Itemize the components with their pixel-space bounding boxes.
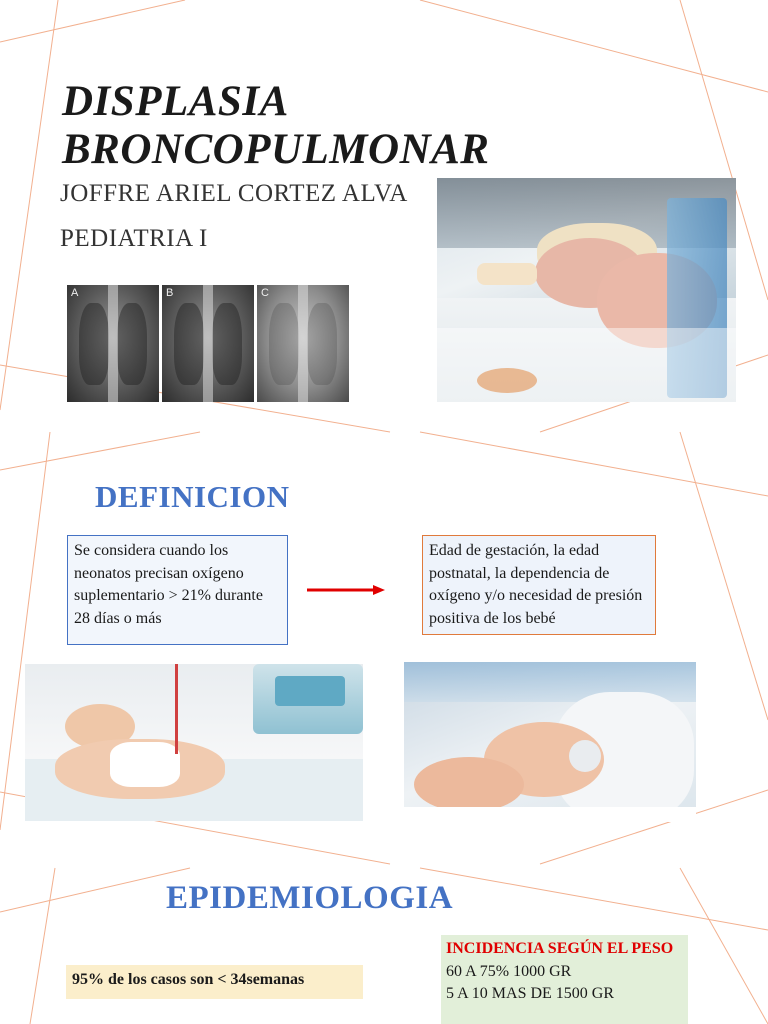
incidence-line-1: 60 A 75% 1000 GR xyxy=(446,962,572,980)
nicu-photo-right xyxy=(404,662,696,822)
xray-label-b: B xyxy=(166,287,174,299)
incidence-box xyxy=(441,935,688,1024)
xray-c xyxy=(257,285,349,402)
xray-label-a: A xyxy=(71,287,79,299)
incidence-line-2: 5 A 10 MAS DE 1500 GR xyxy=(446,985,615,1002)
incidence-title: INCIDENCIA SEGÚN EL PESO xyxy=(446,940,674,957)
title-line-1: DISPLASIA xyxy=(62,78,289,125)
course-name: PEDIATRIA I xyxy=(60,225,208,252)
presentation-title xyxy=(62,78,490,174)
title-line-2: BRONCOPULMONAR xyxy=(62,126,490,173)
xray-a xyxy=(67,285,159,402)
preterm-stat: 95% de los casos son < 34semanas xyxy=(66,965,363,999)
factors-box: Edad de gestación, la edad postnatal, la dependencia de oxígeno y/o necesidad de presión positiva de los bebé xyxy=(422,535,656,635)
epidemiology-heading: EPIDEMIOLOGIA xyxy=(166,880,454,916)
xray-b xyxy=(162,285,254,402)
definition-box: Se considera cuando los neonatos precisan oxígeno suplementario > 21% durante 28 días o más xyxy=(67,535,288,645)
author-name: JOFFRE ARIEL CORTEZ ALVA xyxy=(60,180,408,207)
xray-images xyxy=(67,285,349,402)
incubator-photo xyxy=(437,178,736,402)
arrow-right-icon xyxy=(307,583,385,597)
nicu-photo-left xyxy=(25,664,363,821)
definition-heading: DEFINICION xyxy=(95,479,290,514)
xray-label-c: C xyxy=(261,287,269,299)
